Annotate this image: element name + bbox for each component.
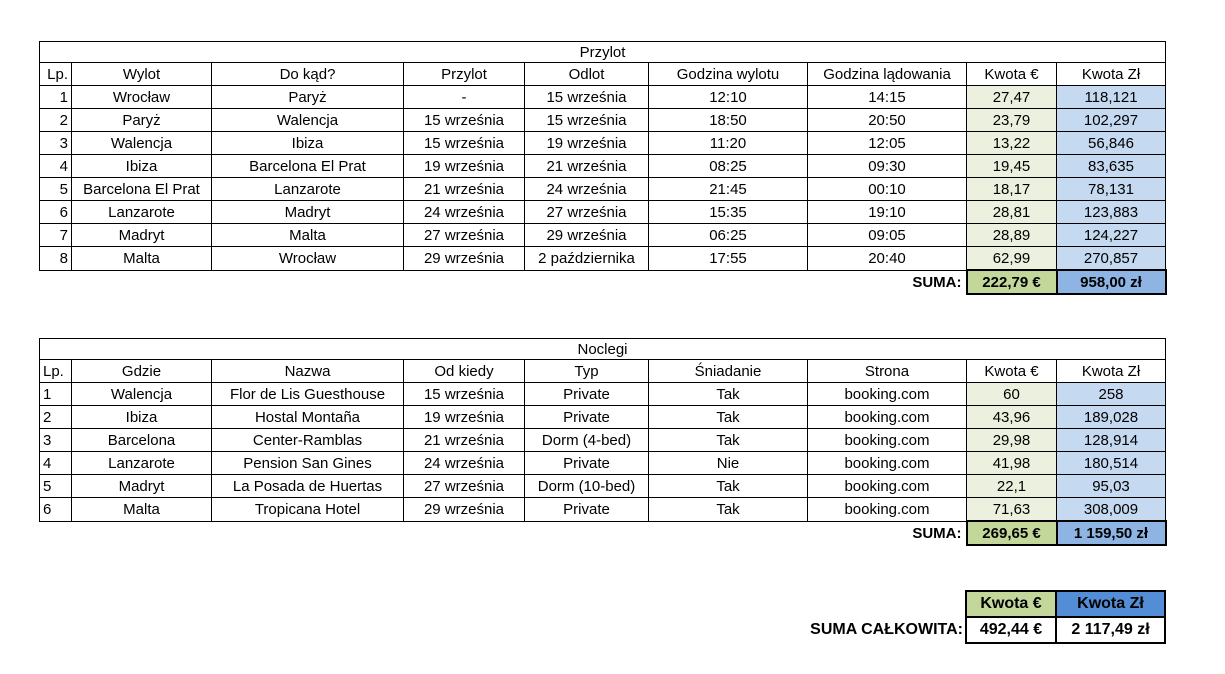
table-cell: Dorm (10-bed) xyxy=(525,475,649,498)
row-number-cell: 6 xyxy=(40,201,72,224)
table-cell: 15 września xyxy=(404,132,525,155)
header-cell: Strona xyxy=(808,360,967,383)
table-cell: 21:45 xyxy=(649,178,808,201)
grand-total-header-pln: Kwota Zł xyxy=(1056,591,1165,617)
pln-amount-cell: 128,914 xyxy=(1057,429,1166,452)
table-cell: Walencja xyxy=(72,383,212,406)
table-cell: Dorm (4-bed) xyxy=(525,429,649,452)
table-cell: Pension San Gines xyxy=(212,452,404,475)
header-cell: Do kąd? xyxy=(212,63,404,86)
grand-total-row xyxy=(790,617,1165,643)
table-cell: Barcelona El Prat xyxy=(72,178,212,201)
eur-amount-cell: 60 xyxy=(967,383,1057,406)
grand-total-eur: 492,44 € xyxy=(966,617,1056,643)
table-cell: 27 września xyxy=(404,475,525,498)
header-cell: Lp. xyxy=(40,63,72,86)
table-cell: Tak xyxy=(649,429,808,452)
flights-header-row xyxy=(40,63,1166,86)
eur-amount-cell: 41,98 xyxy=(967,452,1057,475)
eur-amount-cell: 71,63 xyxy=(967,498,1057,522)
pln-amount-cell: 102,297 xyxy=(1057,109,1166,132)
table-cell: Private xyxy=(525,498,649,522)
row-number-cell: 2 xyxy=(40,109,72,132)
table-row xyxy=(40,475,1166,498)
row-number-cell: 1 xyxy=(40,86,72,109)
table-cell: Nie xyxy=(649,452,808,475)
eur-amount-cell: 18,17 xyxy=(967,178,1057,201)
row-number-cell: 5 xyxy=(40,475,72,498)
table-cell: 15:35 xyxy=(649,201,808,224)
eur-amount-cell: 23,79 xyxy=(967,109,1057,132)
table-cell: 24 września xyxy=(404,201,525,224)
lodging-sum-eur: 269,65 € xyxy=(967,521,1057,545)
table-cell: booking.com xyxy=(808,498,967,522)
table-cell: booking.com xyxy=(808,429,967,452)
flights-sum-label: SUMA: xyxy=(912,273,962,291)
table-cell: Private xyxy=(525,383,649,406)
eur-amount-cell: 28,81 xyxy=(967,201,1057,224)
table-cell: 20:40 xyxy=(808,247,967,271)
eur-amount-cell: 28,89 xyxy=(967,224,1057,247)
table-cell: Tak xyxy=(649,406,808,429)
table-cell: 19 września xyxy=(525,132,649,155)
table-row xyxy=(40,178,1166,201)
flights-title: Przylot xyxy=(40,42,1166,63)
grand-total-pln: 2 117,49 zł xyxy=(1056,617,1165,643)
table-cell: 27 września xyxy=(525,201,649,224)
header-cell: Godzina lądowania xyxy=(808,63,967,86)
table-cell: Private xyxy=(525,452,649,475)
lodging-sum-label: SUMA: xyxy=(912,524,962,542)
pln-amount-cell: 308,009 xyxy=(1057,498,1166,522)
row-number-cell: 8 xyxy=(40,247,72,271)
table-cell: 20:50 xyxy=(808,109,967,132)
row-number-cell: 1 xyxy=(40,383,72,406)
pln-amount-cell: 95,03 xyxy=(1057,475,1166,498)
grand-total-header-row xyxy=(790,591,1165,617)
table-cell: Walencja xyxy=(212,109,404,132)
grand-total-table xyxy=(790,590,1166,644)
table-cell: Paryż xyxy=(212,86,404,109)
table-cell: 2 października xyxy=(525,247,649,271)
table-cell: 21 września xyxy=(525,155,649,178)
table-cell: Wrocław xyxy=(212,247,404,271)
header-cell: Lp. xyxy=(40,360,72,383)
pln-amount-cell: 123,883 xyxy=(1057,201,1166,224)
header-cell: Śniadanie xyxy=(649,360,808,383)
table-cell: 12:10 xyxy=(649,86,808,109)
table-cell: Malta xyxy=(72,247,212,271)
grand-total-label: SUMA CAŁKOWITA: xyxy=(810,621,963,638)
table-row xyxy=(40,132,1166,155)
table-cell: - xyxy=(404,86,525,109)
eur-amount-cell: 13,22 xyxy=(967,132,1057,155)
table-cell: 14:15 xyxy=(808,86,967,109)
table-cell: Lanzarote xyxy=(72,201,212,224)
table-cell: 15 września xyxy=(404,383,525,406)
table-cell: 06:25 xyxy=(649,224,808,247)
eur-amount-cell: 29,98 xyxy=(967,429,1057,452)
table-cell: Barcelona El Prat xyxy=(212,155,404,178)
table-cell: Madryt xyxy=(212,201,404,224)
table-cell: Lanzarote xyxy=(72,452,212,475)
pln-amount-cell: 118,121 xyxy=(1057,86,1166,109)
lodging-sum-pln: 1 159,50 zł xyxy=(1057,521,1166,545)
row-number-cell: 4 xyxy=(40,452,72,475)
table-cell: Tropicana Hotel xyxy=(212,498,404,522)
row-number-cell: 2 xyxy=(40,406,72,429)
header-cell: Kwota € xyxy=(967,63,1057,86)
table-cell: Flor de Lis Guesthouse xyxy=(212,383,404,406)
header-cell: Odlot xyxy=(525,63,649,86)
table-row xyxy=(40,224,1166,247)
table-cell: Tak xyxy=(649,383,808,406)
header-cell: Od kiedy xyxy=(404,360,525,383)
eur-amount-cell: 19,45 xyxy=(967,155,1057,178)
table-cell: La Posada de Huertas xyxy=(212,475,404,498)
table-cell: Tak xyxy=(649,498,808,522)
table-cell: 09:05 xyxy=(808,224,967,247)
table-cell: 19:10 xyxy=(808,201,967,224)
table-cell: booking.com xyxy=(808,475,967,498)
table-cell: 15 września xyxy=(525,86,649,109)
pln-amount-cell: 180,514 xyxy=(1057,452,1166,475)
pln-amount-cell: 189,028 xyxy=(1057,406,1166,429)
table-cell: 18:50 xyxy=(649,109,808,132)
pln-amount-cell: 83,635 xyxy=(1057,155,1166,178)
table-row xyxy=(40,452,1166,475)
table-cell: 21 września xyxy=(404,178,525,201)
table-row xyxy=(40,247,1166,271)
lodging-sum-row xyxy=(40,521,1166,545)
pln-amount-cell: 124,227 xyxy=(1057,224,1166,247)
table-cell: 24 września xyxy=(404,452,525,475)
table-cell: 29 września xyxy=(404,247,525,271)
table-cell: Ibiza xyxy=(72,155,212,178)
table-cell: 29 września xyxy=(525,224,649,247)
table-cell: Walencja xyxy=(72,132,212,155)
lodging-header-row xyxy=(40,360,1166,383)
table-cell: Madryt xyxy=(72,224,212,247)
table-row xyxy=(40,406,1166,429)
table-cell: 19 września xyxy=(404,155,525,178)
header-cell: Typ xyxy=(525,360,649,383)
table-cell: Ibiza xyxy=(212,132,404,155)
table-cell: 15 września xyxy=(525,109,649,132)
table-cell: booking.com xyxy=(808,452,967,475)
flights-sum-pln: 958,00 zł xyxy=(1057,270,1166,294)
table-row xyxy=(40,109,1166,132)
table-cell: 00:10 xyxy=(808,178,967,201)
flights-sum-eur: 222,79 € xyxy=(967,270,1057,294)
row-number-cell: 6 xyxy=(40,498,72,522)
table-cell: 08:25 xyxy=(649,155,808,178)
table-cell: Tak xyxy=(649,475,808,498)
lodging-title: Noclegi xyxy=(40,339,1166,360)
table-row xyxy=(40,155,1166,178)
table-cell: Private xyxy=(525,406,649,429)
table-cell: 19 września xyxy=(404,406,525,429)
eur-amount-cell: 27,47 xyxy=(967,86,1057,109)
header-cell: Nazwa xyxy=(212,360,404,383)
table-cell: 29 września xyxy=(404,498,525,522)
header-cell: Kwota € xyxy=(967,360,1057,383)
header-cell: Kwota Zł xyxy=(1057,360,1166,383)
row-number-cell: 7 xyxy=(40,224,72,247)
table-cell: Barcelona xyxy=(72,429,212,452)
header-cell: Przylot xyxy=(404,63,525,86)
table-cell: 21 września xyxy=(404,429,525,452)
table-cell: 15 września xyxy=(404,109,525,132)
grand-total-header-eur: Kwota € xyxy=(966,591,1056,617)
table-cell: booking.com xyxy=(808,406,967,429)
row-number-cell: 3 xyxy=(40,132,72,155)
flights-sum-row xyxy=(40,270,1166,294)
table-row xyxy=(40,201,1166,224)
row-number-cell: 5 xyxy=(40,178,72,201)
eur-amount-cell: 22,1 xyxy=(967,475,1057,498)
pln-amount-cell: 78,131 xyxy=(1057,178,1166,201)
lodging-table xyxy=(39,338,1167,546)
header-cell: Kwota Zł xyxy=(1057,63,1166,86)
pln-amount-cell: 56,846 xyxy=(1057,132,1166,155)
table-cell: booking.com xyxy=(808,383,967,406)
eur-amount-cell: 43,96 xyxy=(967,406,1057,429)
table-cell: Malta xyxy=(212,224,404,247)
header-cell: Godzina wylotu xyxy=(649,63,808,86)
row-number-cell: 3 xyxy=(40,429,72,452)
table-cell: Malta xyxy=(72,498,212,522)
table-cell: Lanzarote xyxy=(212,178,404,201)
grand-total-spacer xyxy=(790,591,966,617)
flights-title-row xyxy=(40,42,1166,63)
row-number-cell: 4 xyxy=(40,155,72,178)
table-row xyxy=(40,429,1166,452)
table-row xyxy=(40,383,1166,406)
table-cell: Center-Ramblas xyxy=(212,429,404,452)
table-cell: Paryż xyxy=(72,109,212,132)
table-cell: 12:05 xyxy=(808,132,967,155)
table-row xyxy=(40,86,1166,109)
pln-amount-cell: 258 xyxy=(1057,383,1166,406)
table-cell: 27 września xyxy=(404,224,525,247)
header-cell: Gdzie xyxy=(72,360,212,383)
lodging-title-row xyxy=(40,339,1166,360)
table-cell: 17:55 xyxy=(649,247,808,271)
table-row xyxy=(40,498,1166,522)
table-cell: 09:30 xyxy=(808,155,967,178)
table-cell: Hostal Montaña xyxy=(212,406,404,429)
pln-amount-cell: 270,857 xyxy=(1057,247,1166,271)
flights-table xyxy=(39,41,1167,295)
table-cell: Ibiza xyxy=(72,406,212,429)
table-cell: 11:20 xyxy=(649,132,808,155)
header-cell: Wylot xyxy=(72,63,212,86)
table-cell: Wrocław xyxy=(72,86,212,109)
table-cell: 24 września xyxy=(525,178,649,201)
table-cell: Madryt xyxy=(72,475,212,498)
eur-amount-cell: 62,99 xyxy=(967,247,1057,271)
